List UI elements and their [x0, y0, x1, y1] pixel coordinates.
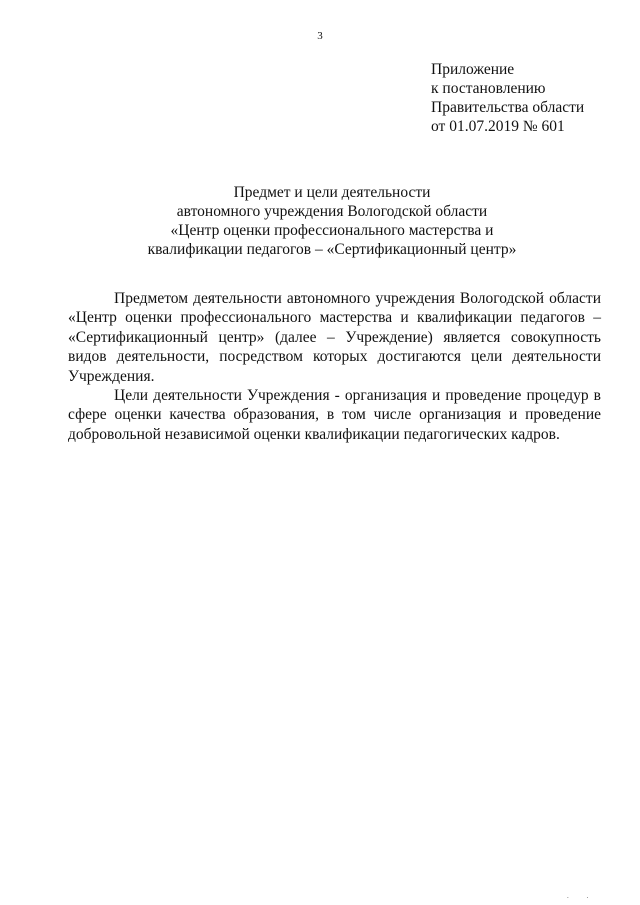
heading-line: «Центр оценки профессионального мастерства и	[170, 222, 494, 239]
appendix-line: Приложение	[431, 61, 515, 78]
heading-line: Предмет и цели деятельности	[233, 184, 431, 201]
appendix-block	[431, 60, 584, 136]
appendix-line: от 01.07.2019 № 601	[431, 118, 565, 135]
page-number: 3	[317, 30, 323, 42]
body-paragraph: Предметом деятельности автономного учреждения Вологодской области «Центр оценки профессионального мастерства и квалификации педагогов – «Сертификационный центр» (далее – Учреждение) является совокупность видов деятельности, посредством которых достигаются цели деятельности Учреждения.	[68, 290, 601, 385]
heading-line: квалификации педагогов – «Сертификационный центр»	[147, 241, 517, 258]
body-text	[68, 289, 601, 444]
document-heading	[0, 183, 640, 259]
appendix-line: Правительства области	[431, 99, 585, 116]
scan-mark: . .	[567, 892, 597, 900]
body-paragraph: Цели деятельности Учреждения - организация и проведение процедур в сфере оценки качества образования, в том числе организация и проведение добровольной независимой оценки квалификации педагогических кадров.	[68, 387, 601, 443]
appendix-line: к постановлению	[431, 80, 546, 97]
heading-line: автономного учреждения Вологодской области	[176, 203, 488, 220]
